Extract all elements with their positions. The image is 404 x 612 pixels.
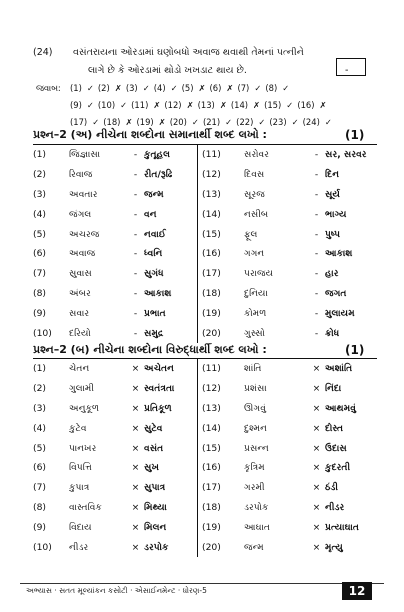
meaning-left: ધ્વનિ: [144, 248, 163, 260]
meaning-right: મુલાયમ: [325, 307, 355, 319]
separator-left: ×: [131, 422, 140, 434]
meaning-right: દોસ્ત: [325, 422, 344, 434]
separator-right: ×: [312, 541, 321, 553]
answer-number: (6): [209, 83, 222, 93]
meaning-right: સૂર્ય: [325, 188, 340, 200]
meaning-right: હાર: [325, 268, 339, 280]
question-text-line1: વસંતરાયના ઓરડામાં ઘણોબધો અવાજ થવાથી તેમનાં પત્નીને: [73, 47, 304, 58]
row-number-left: (7): [33, 482, 47, 494]
separator-left: ×: [131, 521, 140, 533]
meaning-left: નવાઈ: [144, 228, 166, 240]
word-right: સૂરજ: [244, 188, 265, 200]
answer-number: (3): [125, 83, 138, 93]
row-number-right: (14): [198, 418, 245, 438]
table-row: [33, 264, 377, 284]
meaning-right: કુદરતી: [325, 462, 351, 474]
separator-right: ×: [312, 442, 321, 454]
answer-item: [70, 80, 96, 97]
answer-number: (22): [236, 117, 254, 127]
word-right: નસીબ: [244, 208, 269, 220]
answer-row: [70, 80, 293, 97]
row-number-left: (2): [33, 169, 47, 181]
row-number-right: (18): [198, 498, 245, 518]
table-row: [33, 537, 377, 557]
cross-mark-icon: ✗: [319, 100, 327, 110]
answer-item: [264, 97, 295, 114]
row-number-right: (15): [198, 224, 245, 244]
row-number-left: (4): [33, 422, 47, 434]
word-right: જન્મ: [244, 541, 264, 553]
row-number-right: (12): [198, 379, 245, 399]
table-row: [33, 204, 377, 224]
footer-text: અભ્યાસ · સતત મૂલ્યાંકન કસોટી · એસાઈનમેન્ટ · ધોરણ-5: [26, 586, 207, 595]
row-number-left: (3): [33, 402, 47, 414]
row-number-left: (3): [33, 188, 47, 200]
answer-number: (13): [197, 100, 215, 110]
word-left: ગુલામી: [69, 383, 95, 395]
antonyms-heading: [33, 343, 365, 357]
meaning-left: સુપાત્ર: [144, 482, 166, 494]
cross-mark-icon: ✗: [219, 100, 227, 110]
meaning-left: વસંત: [144, 442, 164, 454]
separator-right: -: [314, 228, 319, 240]
answer-number: (2): [97, 83, 110, 93]
word-right: ગુસ્સો: [244, 327, 265, 339]
antonyms-marks: (1): [345, 343, 365, 357]
answer-number: (15): [264, 100, 282, 110]
antonyms-title: પ્રશ્ન–2 (બ) નીચેના શબ્દોના વિરુદ્ધાર્થી શબ્દ લખો :: [33, 343, 267, 356]
separator-right: ×: [312, 383, 321, 395]
meaning-left: રીત/રૂઢિ: [144, 169, 173, 181]
answer-number: (5): [181, 83, 194, 93]
word-left: વિદાય: [69, 521, 92, 533]
table-row: [33, 284, 377, 304]
separator-right: ×: [312, 462, 321, 474]
row-number-left: (1): [33, 145, 69, 165]
meaning-right: સર, સરવર: [325, 145, 377, 165]
separator-left: ×: [131, 402, 140, 414]
table-row: [33, 244, 377, 264]
answer-number: (20): [169, 117, 187, 127]
separator-left: -: [127, 145, 144, 165]
answer-number: (10): [97, 100, 116, 110]
word-left: વાસ્તવિક: [69, 501, 102, 513]
word-right: ગગન: [244, 248, 265, 260]
meaning-right: પુષ્પ: [325, 228, 341, 240]
word-right: કૃત્રિમ: [244, 462, 265, 474]
word-left: અંબર: [69, 287, 91, 299]
answer-item: [98, 97, 129, 114]
row-number-right: (19): [198, 303, 245, 323]
row-number-left: (2): [33, 383, 47, 395]
row-number-left: (5): [33, 228, 47, 240]
meaning-left: અચેતન: [144, 359, 198, 379]
table-row: [33, 224, 377, 244]
table-row: [33, 359, 377, 379]
cross-mark-icon: ✗: [158, 117, 166, 127]
row-number-right: (11): [198, 145, 245, 165]
meaning-right: જગત: [325, 287, 347, 299]
synonyms-title: પ્રશ્ન–2 (અ) નીચેના શબ્દોના સમાનાર્થી શબ્દ લખો :: [33, 128, 267, 141]
separator-right: -: [308, 145, 325, 165]
row-number-right: (13): [198, 399, 245, 419]
word-right: સરોવર: [244, 145, 308, 165]
separator-left: ×: [131, 501, 140, 513]
answer-item: [98, 80, 124, 97]
word-left: સુવાસ: [69, 268, 92, 280]
separator-left: -: [133, 307, 138, 319]
table-row: [33, 498, 377, 518]
separator-right: ×: [312, 402, 321, 414]
row-number-right: (16): [198, 458, 245, 478]
meaning-right: નિંદા: [325, 383, 342, 395]
table-row: [33, 165, 377, 185]
meaning-left: પ્રભાત: [144, 307, 166, 319]
meaning-left: જન્મ: [144, 188, 164, 200]
answer-number: (16): [297, 100, 315, 110]
word-left: સવાર: [69, 307, 90, 319]
meaning-left: સુખ: [144, 462, 159, 474]
row-number-left: (6): [33, 462, 47, 474]
table-row: [33, 517, 377, 537]
row-number-right: (13): [198, 185, 245, 205]
row-number-right: (18): [198, 284, 245, 304]
row-number-left: (4): [33, 208, 47, 220]
separator-left: -: [133, 327, 138, 339]
answer-item: [182, 80, 208, 97]
separator-left: -: [133, 287, 138, 299]
answer-number: (9): [70, 100, 82, 110]
meaning-left: સુટેવ: [144, 422, 163, 434]
answer-number: (21): [202, 117, 221, 127]
check-mark-icon: ✓: [282, 83, 290, 93]
answer-number: (23): [269, 117, 287, 127]
answer-item: [198, 97, 229, 114]
synonyms-table: [33, 144, 377, 343]
separator-right: -: [314, 208, 319, 220]
answer-row: [70, 97, 331, 114]
row-number-right: (20): [198, 537, 245, 557]
word-left: અનુકૂળ: [69, 402, 100, 414]
word-right: પરાજય: [244, 268, 274, 280]
word-left: વિપત્તિ: [69, 462, 92, 474]
meaning-left: કુતૂહલ: [144, 145, 198, 165]
answer-number: (12): [164, 100, 182, 110]
check-mark-icon: ✓: [92, 117, 100, 127]
separator-right: -: [314, 307, 319, 319]
answer-item: [164, 97, 195, 114]
row-number-right: (19): [198, 517, 245, 537]
answer-item: [265, 80, 291, 97]
table-row: [33, 323, 377, 343]
cross-mark-icon: ✗: [153, 100, 161, 110]
meaning-left: મિથ્યા: [144, 501, 167, 513]
meaning-left: પ્રતિકૂળ: [144, 402, 172, 414]
row-number-left: (7): [33, 268, 47, 280]
word-left: કુપાત્ર: [69, 482, 90, 494]
answer-number: (4): [153, 83, 166, 93]
word-right: કોમળ: [244, 307, 267, 319]
meaning-right: ભાગ્ય: [325, 208, 347, 220]
answer-dash: -: [345, 65, 349, 76]
check-mark-icon: ✓: [191, 117, 199, 127]
separator-right: -: [314, 248, 319, 260]
separator-left: -: [133, 268, 138, 280]
separator-right: -: [314, 287, 319, 299]
question-number: (24): [33, 47, 53, 58]
answer-number: (11): [131, 100, 149, 110]
synonyms-marks: (1): [345, 128, 365, 142]
footer-divider: [20, 583, 384, 584]
meaning-right: દિન: [325, 169, 340, 181]
separator-left: ×: [131, 462, 140, 474]
word-right: પ્રશંસા: [244, 383, 267, 395]
separator-right: -: [314, 268, 319, 280]
row-number-left: (8): [33, 287, 47, 299]
table-row: [33, 458, 377, 478]
answer-item: [131, 97, 162, 114]
word-right: ફૂલ: [244, 228, 258, 240]
row-number-left: (10): [33, 541, 52, 553]
answer-item: [154, 80, 180, 97]
meaning-left: વન: [144, 208, 157, 220]
synonyms-heading: [33, 128, 365, 142]
antonyms-table: [33, 358, 377, 557]
table-row: [33, 303, 377, 323]
word-left: જંગલ: [69, 208, 92, 220]
cross-mark-icon: ✗: [253, 100, 261, 110]
row-number-right: (14): [198, 204, 245, 224]
meaning-right: ઉદાસ: [325, 442, 347, 454]
word-left: નીડર: [69, 541, 89, 553]
meaning-left: આકાશ: [144, 287, 172, 299]
table-row: [33, 438, 377, 458]
meaning-right: મૃત્યુ: [325, 541, 343, 553]
cross-mark-icon: ✗: [226, 83, 234, 93]
word-right: ડરપોક: [244, 501, 269, 513]
answer-number: (18): [103, 117, 121, 127]
separator-left: -: [133, 188, 138, 200]
answer-item: [303, 114, 334, 131]
row-number-right: (12): [198, 165, 245, 185]
meaning-right: આકાશ: [325, 248, 353, 260]
word-right: દુશ્મન: [244, 422, 267, 434]
separator-left: -: [133, 208, 138, 220]
row-number-left: (8): [33, 501, 47, 513]
separator-left: ×: [131, 383, 140, 395]
row-number-right: (16): [198, 244, 245, 264]
question-text-line2: લાગે છે કે ઓરડામાં થોડો ખખડાટ થાય છે.: [88, 65, 247, 76]
cross-mark-icon: ✗: [114, 83, 122, 93]
meaning-left: સુગંધ: [144, 268, 164, 280]
table-row: [33, 145, 377, 165]
answer-item: [297, 97, 328, 114]
separator-right: ×: [312, 482, 321, 494]
check-mark-icon: ✓: [120, 100, 128, 110]
row-number-right: (20): [198, 323, 245, 343]
row-number-right: (11): [198, 359, 245, 379]
row-number-right: (15): [198, 438, 245, 458]
separator-right: -: [314, 188, 319, 200]
check-mark-icon: ✓: [254, 83, 262, 93]
separator-right: -: [314, 327, 319, 339]
word-left: અવતાર: [69, 188, 98, 200]
check-mark-icon: ✓: [286, 100, 294, 110]
answer-item: [70, 97, 96, 114]
word-right: ગરમી: [244, 482, 265, 494]
row-number-left: (10): [33, 327, 52, 339]
check-mark-icon: ✓: [225, 117, 233, 127]
row-number-left: (5): [33, 442, 47, 454]
check-mark-icon: ✓: [86, 100, 94, 110]
word-right: ઊગવું: [244, 402, 266, 414]
row-number-right: (17): [198, 264, 245, 284]
cross-mark-icon: ✗: [186, 100, 194, 110]
meaning-left: સમુદ્ર: [144, 327, 164, 339]
word-left: પાનખર: [69, 442, 97, 454]
check-mark-icon: ✓: [142, 83, 150, 93]
separator-left: -: [133, 248, 138, 260]
separator-right: ×: [312, 422, 321, 434]
table-row: [33, 379, 377, 399]
word-left: અવાજ: [69, 248, 96, 260]
answer-label: જવાબ:: [36, 83, 61, 93]
cross-mark-icon: ✗: [125, 117, 133, 127]
meaning-right: ક્રોધ: [325, 327, 340, 339]
meaning-left: ડરપોક: [144, 541, 169, 553]
separator-left: ×: [131, 482, 140, 494]
answer-item: [269, 114, 300, 131]
answer-item: [237, 80, 263, 97]
answer-item: [126, 80, 152, 97]
cross-mark-icon: ✗: [198, 83, 206, 93]
meaning-right: નીડર: [325, 501, 345, 513]
answer-box: [336, 58, 366, 76]
row-number-left: (1): [33, 359, 69, 379]
separator-right: -: [314, 169, 319, 181]
separator-left: ×: [127, 359, 144, 379]
meaning-right: ઠંડી: [325, 482, 339, 494]
meaning-right: આથમવું: [325, 402, 356, 414]
word-left: ચેતન: [69, 359, 127, 379]
meaning-right: અશાંતિ: [325, 359, 377, 379]
answer-number: (14): [230, 100, 249, 110]
word-left: અચરજ: [69, 228, 100, 240]
word-left: જિજ્ઞાસા: [69, 145, 127, 165]
word-left: રિવાજ: [69, 169, 93, 181]
meaning-right: પ્રત્યાઘાત: [325, 521, 359, 533]
check-mark-icon: ✓: [324, 117, 332, 127]
answer-item: [210, 80, 236, 97]
answer-number: (1): [70, 83, 82, 93]
answer-number: (8): [265, 83, 278, 93]
answer-item: [231, 97, 262, 114]
table-row: [33, 185, 377, 205]
table-row: [33, 478, 377, 498]
row-number-left: (9): [33, 307, 47, 319]
word-right: દિવસ: [244, 169, 265, 181]
meaning-left: મિલન: [144, 521, 167, 533]
separator-right: ×: [312, 521, 321, 533]
separator-left: -: [133, 228, 138, 240]
separator-left: ×: [131, 442, 140, 454]
word-right: દુનિયા: [244, 287, 268, 299]
separator-left: -: [133, 169, 138, 181]
check-mark-icon: ✓: [258, 117, 266, 127]
separator-left: ×: [131, 541, 140, 553]
table-row: [33, 399, 377, 419]
word-left: દરિયો: [69, 327, 91, 339]
row-number-right: (17): [198, 478, 245, 498]
answer-number: (19): [136, 117, 154, 127]
word-left: કુટેવ: [69, 422, 87, 434]
word-right: શાંતિ: [244, 359, 308, 379]
row-number-left: (6): [33, 248, 47, 260]
answer-number: (17): [70, 117, 88, 127]
separator-right: ×: [308, 359, 325, 379]
table-row: [33, 418, 377, 438]
word-right: પ્રસન્ન: [244, 442, 269, 454]
word-right: આઘાત: [244, 521, 271, 533]
check-mark-icon: ✓: [86, 83, 94, 93]
page-number: 12: [342, 582, 372, 600]
check-mark-icon: ✓: [291, 117, 299, 127]
meaning-left: સ્વતંત્રતા: [144, 383, 175, 395]
separator-right: ×: [312, 501, 321, 513]
answer-number: (24): [302, 117, 320, 127]
answer-number: (7): [237, 83, 250, 93]
row-number-left: (9): [33, 521, 47, 533]
check-mark-icon: ✓: [170, 83, 178, 93]
